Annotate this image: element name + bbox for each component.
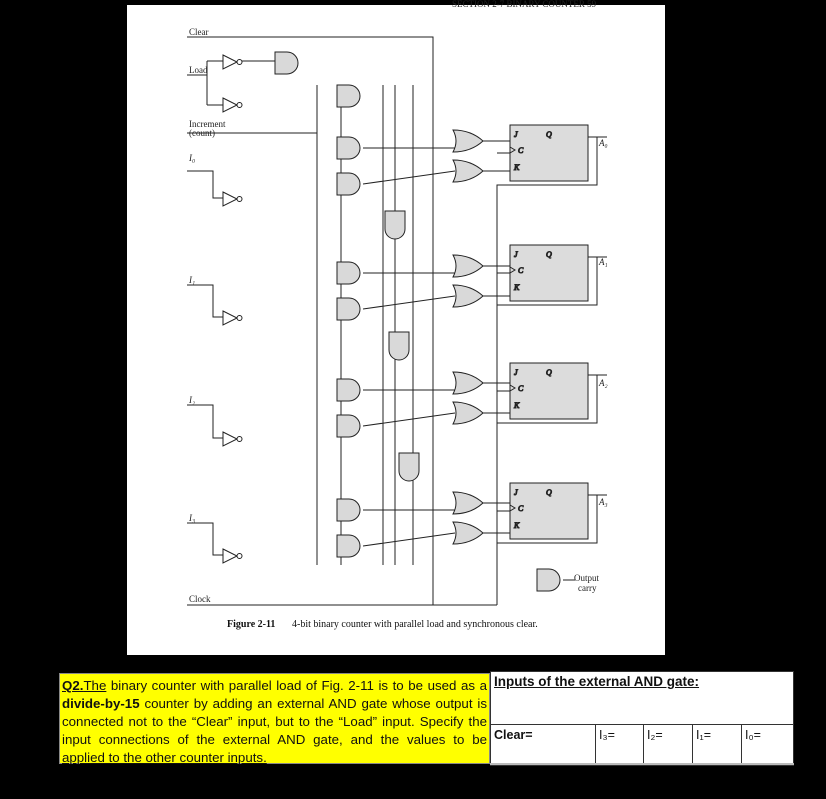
clear-answer-cell[interactable]: Clear=	[494, 728, 533, 742]
load-label: Load	[189, 65, 208, 75]
pin-c: C	[518, 146, 524, 155]
input-inverter-3-bubble	[237, 554, 242, 559]
a0-label: A₀	[599, 138, 608, 148]
input-inverter-2-bubble	[237, 437, 242, 442]
output-carry-label: Output	[574, 573, 600, 583]
or-gate-j-3	[453, 492, 483, 514]
and-gate-k-1	[337, 298, 360, 320]
input-inverter-0-bubble	[237, 197, 242, 202]
input-inverter-2	[223, 432, 237, 446]
and-gate-k-3	[337, 535, 360, 557]
or-gate-j-2	[453, 372, 483, 394]
load-inverter-2	[223, 98, 237, 112]
and-gate-j-3	[337, 499, 360, 521]
and-gate-k-2	[337, 415, 360, 437]
clear-label: Clear	[189, 27, 209, 37]
counter-schematic	[127, 0, 665, 655]
increment-label: Increment	[189, 119, 226, 129]
pin-k: K	[514, 521, 520, 530]
pin-c: C	[518, 504, 524, 513]
pin-k: K	[514, 401, 520, 410]
pin-j: J	[514, 368, 518, 377]
i0-label: I₀	[189, 153, 196, 163]
wire-and-or-k-2	[363, 413, 455, 426]
question-number: Q2.	[62, 678, 84, 693]
i2-answer-cell[interactable]: I₂=	[643, 725, 692, 765]
pin-j: J	[514, 130, 518, 139]
clear-and-gate	[275, 52, 298, 74]
or-gate-k-3	[453, 522, 483, 544]
output-carry-label-2: carry	[578, 583, 597, 593]
output-carry-and	[537, 569, 560, 591]
and-gate-j-0	[337, 137, 360, 159]
load-inverter	[223, 55, 237, 69]
input-inverter-1-bubble	[237, 316, 242, 321]
input-inverter-3	[223, 549, 237, 563]
figure-number: Figure 2-11	[227, 619, 276, 630]
wire-and-or-k-1	[363, 296, 455, 309]
i1-label: I₁	[189, 275, 196, 285]
page-header-fragment: SECTION 2-7 BINARY COUNTER 59	[452, 0, 597, 9]
question-divide-by-15: divide-by-15	[62, 696, 140, 711]
a3-label: A₃	[599, 497, 608, 507]
a2-label: A₂	[599, 378, 608, 388]
table-bottom-rule	[490, 763, 794, 765]
load-and-gate	[337, 85, 360, 107]
circuit-figure	[127, 0, 665, 655]
i1-answer-cell[interactable]: I₁=	[692, 725, 741, 765]
i2-label: I₂	[189, 395, 196, 405]
answer-table-header: Inputs of the external AND gate:	[494, 674, 700, 689]
pin-q: Q	[546, 250, 552, 259]
pin-k: K	[514, 163, 520, 172]
i3-label: I₃	[189, 513, 196, 523]
i1-wire	[187, 285, 223, 317]
or-gate-k-0	[453, 160, 483, 182]
clock-label: Clock	[189, 594, 211, 604]
question-the: The	[83, 678, 107, 693]
pin-q: Q	[546, 488, 552, 497]
or-gate-k-1	[453, 285, 483, 307]
pin-k: K	[514, 283, 520, 292]
figure-caption: 4-bit binary counter with parallel load and synchronous clear.	[292, 619, 538, 630]
or-gate-j-1	[453, 255, 483, 277]
input-inverter-1	[223, 311, 237, 325]
load-inverter-2-bubble	[237, 103, 242, 108]
i3-wire	[187, 523, 223, 555]
or-gate-k-2	[453, 402, 483, 424]
i3-answer-cell[interactable]: I₃=	[595, 725, 643, 765]
i2-wire	[187, 405, 223, 438]
pin-q: Q	[546, 368, 552, 377]
and-gate-j-1	[337, 262, 360, 284]
increment-label-2: (count)	[189, 128, 215, 138]
pin-c: C	[518, 266, 524, 275]
question-text-part1: binary counter with parallel load of Fig. 2-11 is to be used as a	[106, 678, 487, 693]
carry-and-3	[399, 453, 419, 481]
wire-and-or-k-3	[363, 533, 455, 546]
pin-q: Q	[546, 130, 552, 139]
load-inverter-bubble	[237, 60, 242, 65]
i0-answer-cell[interactable]: I₀=	[741, 725, 793, 765]
pin-c: C	[518, 384, 524, 393]
a1-label: A₁	[599, 257, 608, 267]
feedback-1	[497, 257, 597, 605]
or-gate-j-0	[453, 130, 483, 152]
carry-and-1	[385, 211, 405, 239]
question-text-last: applied to the other counter inputs.	[62, 750, 267, 765]
wire-and-or-k-0	[363, 171, 455, 184]
and-gate-k-0	[337, 173, 360, 195]
i0-wire	[187, 171, 223, 198]
question-text-part2: counter by adding an external AND gate whose output is connected not to the “Clear” input, but to the “Load” input. Specify the input connections of the external AND gate, and the values to be	[62, 696, 487, 747]
question-text	[59, 673, 490, 764]
answer-table	[490, 671, 794, 766]
and-gate-j-2	[337, 379, 360, 401]
carry-and-2	[389, 332, 409, 360]
answer-row	[491, 724, 793, 765]
input-inverter-0	[223, 192, 237, 206]
pin-j: J	[514, 250, 518, 259]
pin-j: J	[514, 488, 518, 497]
